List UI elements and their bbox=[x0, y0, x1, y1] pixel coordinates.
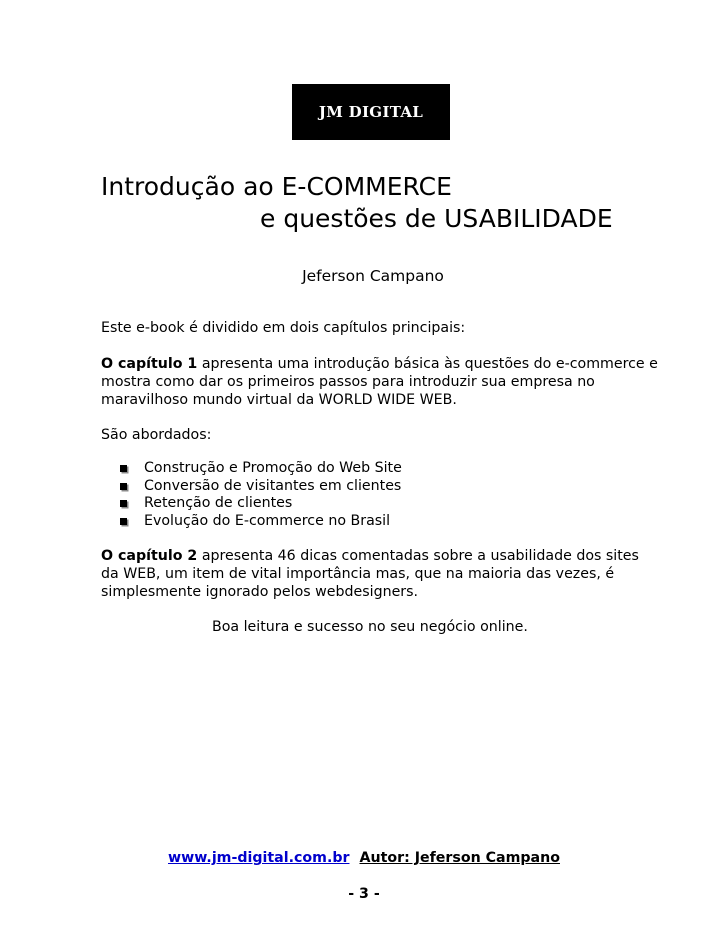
logo-text: JM DIGITAL bbox=[318, 103, 424, 121]
author-name: Jeferson Campano bbox=[302, 267, 444, 285]
jm-digital-logo bbox=[292, 84, 450, 140]
chapter-1-label: O capítulo 1 bbox=[101, 356, 198, 372]
chapter-1-paragraph bbox=[101, 355, 661, 409]
intro-paragraph: Este e-book é dividido em dois capítulos principais: bbox=[101, 320, 466, 336]
page-footer bbox=[0, 849, 728, 867]
topics-heading: São abordados: bbox=[101, 427, 212, 443]
list-item bbox=[118, 495, 402, 513]
topic-label: Conversão de visitantes em clientes bbox=[144, 477, 402, 494]
square-bullet-icon bbox=[120, 518, 127, 525]
closing-line: Boa leitura e sucesso no seu negócio online. bbox=[212, 619, 528, 635]
topic-label: Evolução do E-commerce no Brasil bbox=[144, 512, 391, 529]
square-bullet-icon bbox=[120, 483, 127, 490]
list-item bbox=[118, 460, 402, 478]
title-line-2: e questões de USABILIDADE bbox=[260, 204, 613, 233]
page-number: - 3 - bbox=[348, 886, 380, 902]
chapter-2-text: apresenta 46 dicas comentadas sobre a usabilidade dos sites da WEB, um item de vital importância mas, que na maioria das vezes, é simplesmente ignorado pelos webdesigners. bbox=[101, 548, 639, 600]
footer-author: Autor: Jeferson Campano bbox=[359, 850, 560, 866]
title-line-1: Introdução ao E-COMMERCE bbox=[101, 172, 452, 201]
topics-list bbox=[118, 460, 402, 530]
square-bullet-icon bbox=[120, 465, 127, 472]
list-item bbox=[118, 513, 402, 531]
chapter-2-label: O capítulo 2 bbox=[101, 548, 198, 564]
chapter-1-text: apresenta uma introdução básica às questões do e-commerce e mostra como dar os primeiros passos para introduzir sua empresa no maravilhoso mundo virtual da WORLD WIDE WEB. bbox=[101, 356, 658, 408]
list-item bbox=[118, 478, 402, 496]
topic-label: Retenção de clientes bbox=[144, 495, 293, 511]
square-bullet-icon bbox=[120, 500, 127, 507]
topic-label: Construção e Promoção do Web Site bbox=[144, 460, 402, 476]
website-link[interactable]: www.jm-digital.com.br bbox=[168, 850, 350, 866]
chapter-2-paragraph bbox=[101, 547, 661, 601]
